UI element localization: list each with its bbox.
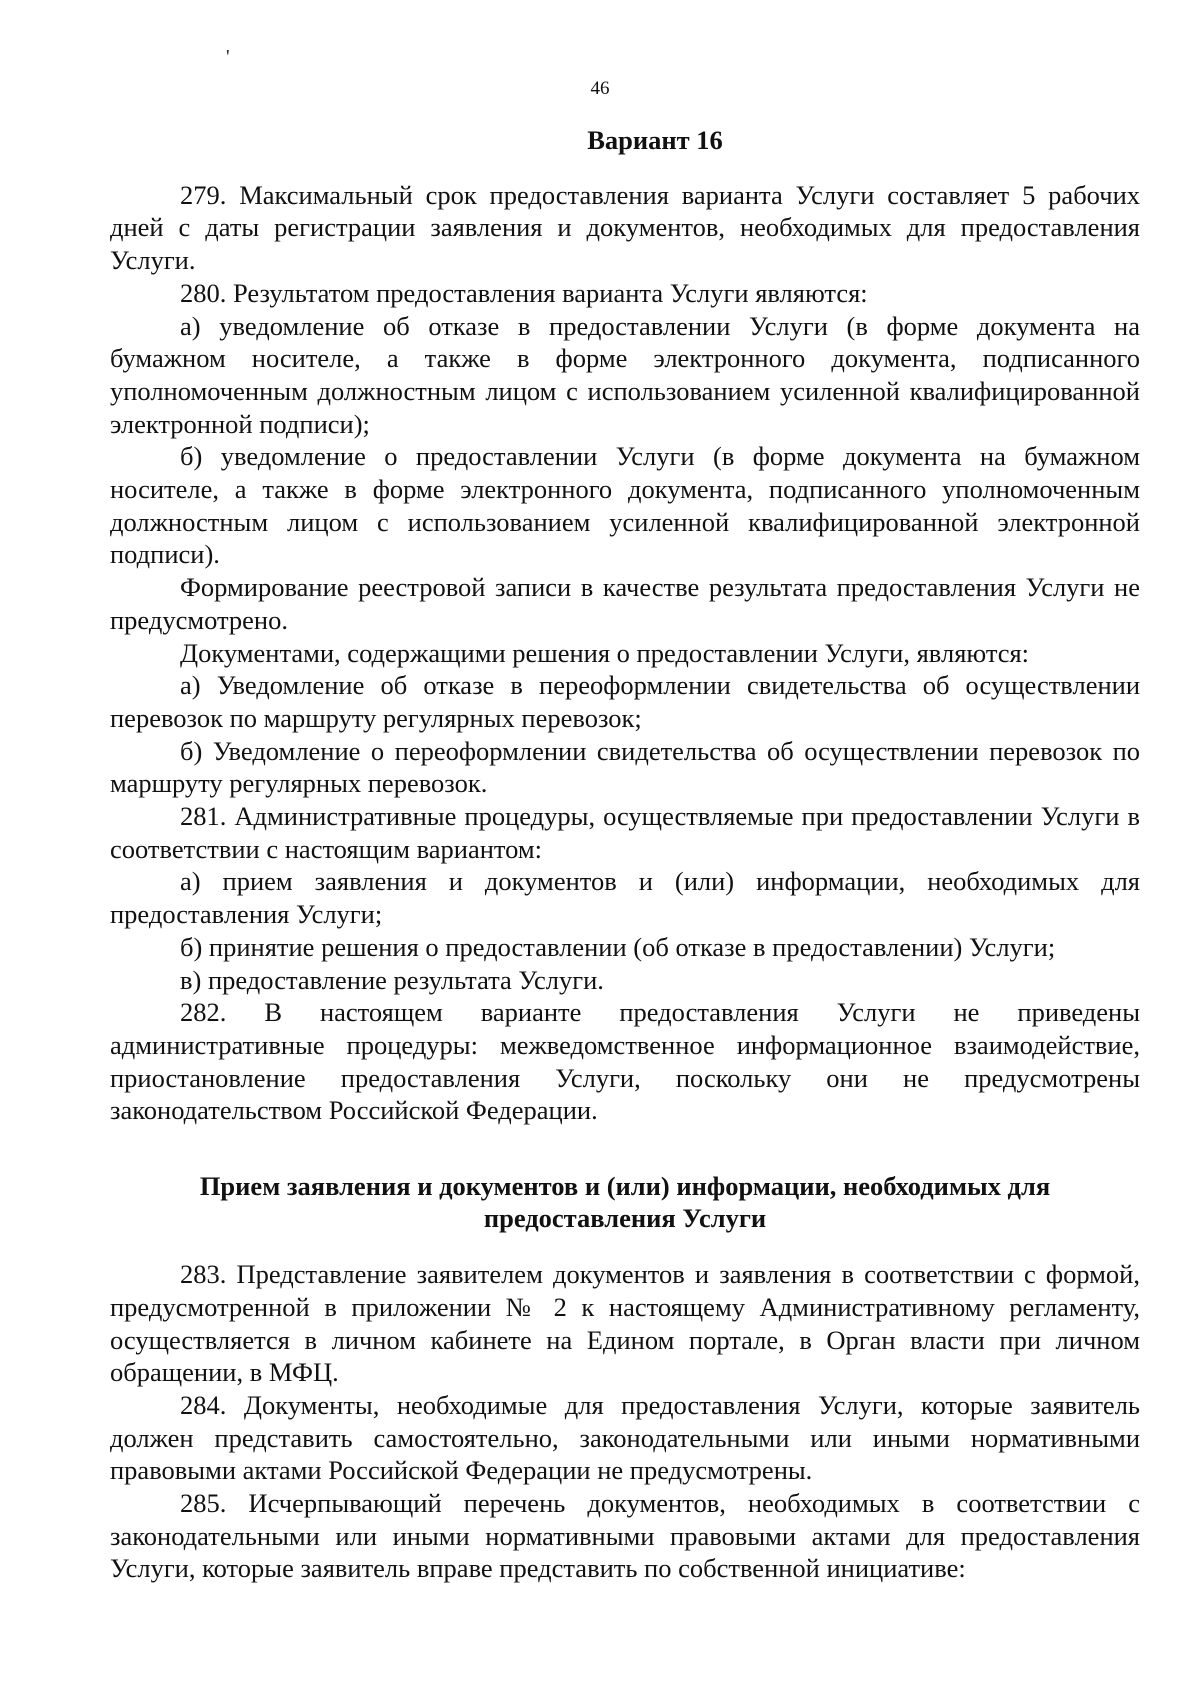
paragraph-decision-docs-b: б) Уведомление о переоформлении свидетельства об осуществлении перевозок по маршруту регулярных перевозок. xyxy=(110,735,1140,799)
paragraph-281-a: а) прием заявления и документов и (или) информации, необходимых для предоставления Услуги; xyxy=(110,866,1140,930)
paragraph-282: 282. В настоящем варианте предоставления Услуги не приведены административные процедуры: межведомственное информационное взаимодействие, приостановление предоставления Услуги, поскольку они не предусмотрены законодательством Российской Федерации. xyxy=(110,997,1140,1126)
paragraph-registry-note: Формирование реестровой записи в качестве результата предоставления Услуги не предусмотрено. xyxy=(110,572,1140,635)
variant-heading: Вариант 16 xyxy=(587,125,723,155)
paragraph-280-b: б) уведомление о предоставлении Услуги (в форме документа на бумажном носителе, а также в форме электронного документа, подписанного уполномоченным должностным лицом с использованием усиленной квалифицированной электронной подписи). xyxy=(110,441,1140,570)
paragraph-281-c: в) предоставление результата Услуги. xyxy=(180,964,604,995)
page-number: 46 xyxy=(590,78,610,99)
paragraph-decision-docs: Документами, содержащими решения о предоставлении Услуги, являются: xyxy=(180,637,1030,668)
paragraph-280-a: а) уведомление об отказе в предоставлении Услуги (в форме документа на бумажном носителе, а также в форме электронного документа, подписанного уполномоченным должностным лицом с использованием усиленной квалифицированной электронной подписи); xyxy=(110,310,1140,439)
section-heading: Прием заявления и документов и (или) информации, необходимых для предоставления Услуги xyxy=(199,1171,1051,1234)
page-content xyxy=(110,124,1140,1585)
stray-mark: ' xyxy=(226,46,230,68)
paragraph-284: 284. Документы, необходимые для предоставления Услуги, которые заявитель должен представить самостоятельно, законодательными или иными нормативными правовыми актами Российской Федерации не предусмотрены. xyxy=(110,1389,1140,1486)
paragraph-281-b: б) принятие решения о предоставлении (об отказе в предоставлении) Услуги; xyxy=(180,931,1056,962)
paragraph-decision-docs-a: а) Уведомление об отказе в переоформлении свидетельства об осуществлении перевозок по маршруту регулярных перевозок; xyxy=(110,670,1140,733)
paragraph-279: 279. Максимальный срок предоставления варианта Услуги составляет 5 рабочих дней с даты регистрации заявления и документов, необходимых для предоставления Услуги. xyxy=(110,179,1140,276)
paragraph-281: 281. Административные процедуры, осуществляемые при предоставлении Услуги в соответствии с настоящим вариантом: xyxy=(110,801,1140,864)
paragraph-280: 280. Результатом предоставления варианта Услуги являются: xyxy=(180,277,868,308)
paragraph-283: 283. Представление заявителем документов и заявления в соответствии с формой, предусмотренной в приложении № 2 к настоящему Административному регламенту, осуществляется в личном кабинете на Едином портале, в Орган власти при личном обращении, в МФЦ. xyxy=(110,1259,1140,1388)
paragraph-285: 285. Исчерпывающий перечень документов, необходимых в соответствии с законодательными или иными нормативными правовыми актами для предоставления Услуги, которые заявитель вправе представить по собственной инициативе: xyxy=(110,1488,1140,1584)
